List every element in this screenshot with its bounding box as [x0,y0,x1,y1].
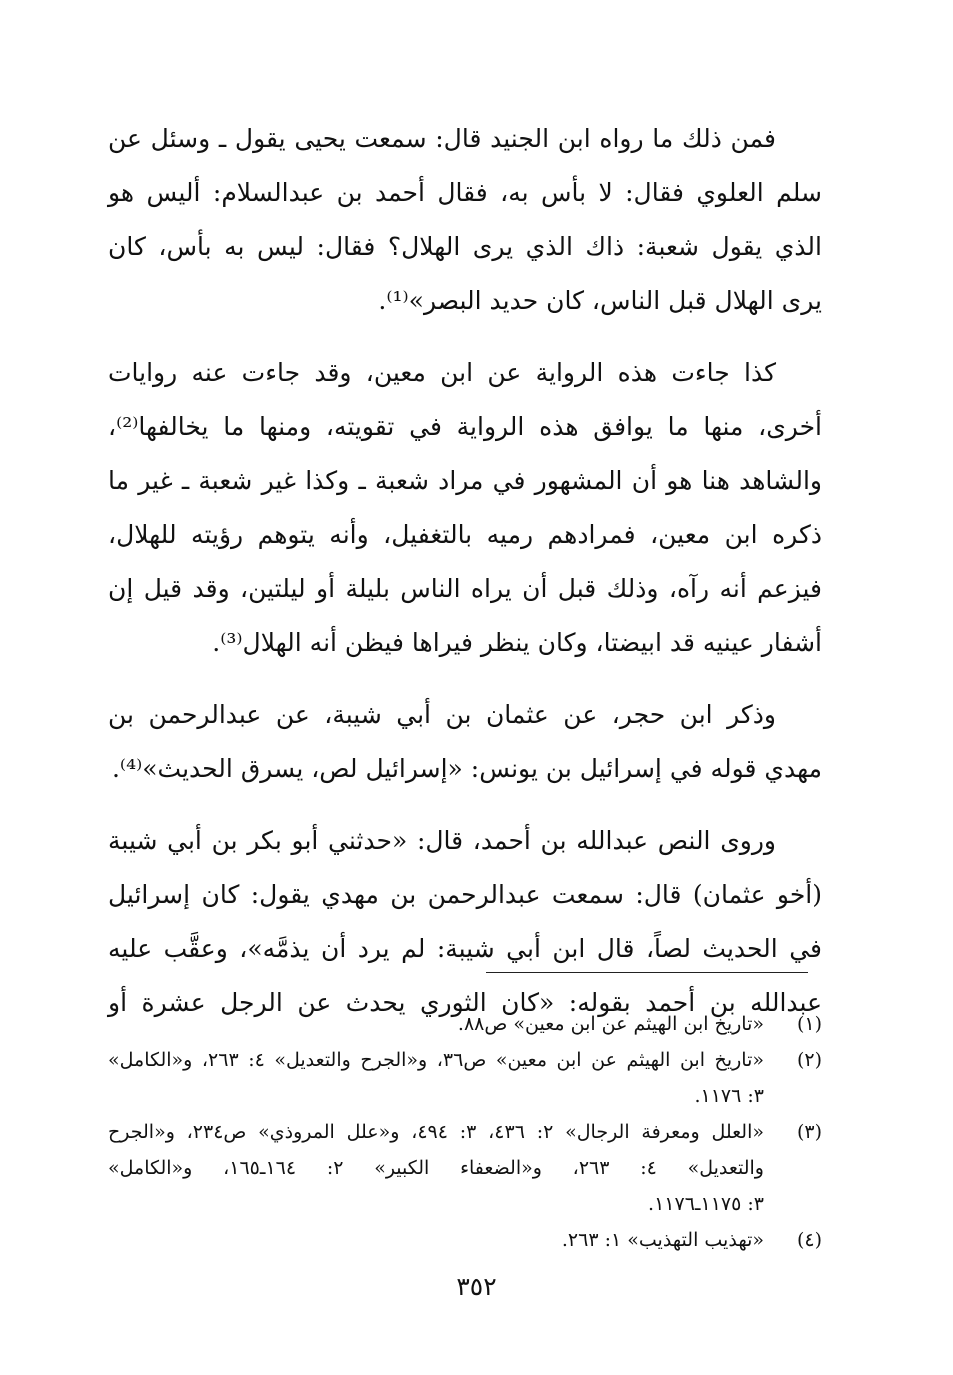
footnote [108,1006,822,1042]
footnote-line: «تاريخ ابن الهيثم عن ابن معين» ص٨٨. [457,1013,764,1035]
footnote-line: «العلل ومعرفة الرجال» ٢: ٤٣٦، ٣: ٤٩٤، و«علل المروذي» ص٢٣٤، و«الجرح [108,1121,764,1143]
text-line: مهدي قوله في إسرائيل بن يونس: «إسرائيل لص، يسرق الحديث»⁽⁴⁾. [111,754,822,783]
footnote-line: «تاريخ ابن الهيثم عن ابن معين» ص٣٦، و«الجرح والتعديل» ٤: ٢٦٣، و«الكامل» [108,1049,764,1071]
text-line: فيزعم أنه رآه، وذلك قبل أن يراه الناس بليلة أو ليلتين، وقد قيل إن [108,574,822,603]
footnote-text [108,1222,764,1258]
text-line: يرى الهلال قبل الناس، كان حديد البصر»⁽¹⁾. [378,286,822,315]
footnote-text [108,1114,764,1222]
footnote-line: ٣: ١١٧٥ـ١١٧٦. [648,1193,764,1215]
text-line: كذا جاءت هذه الرواية عن ابن معين، وقد جاءت عنه روايات [108,358,776,387]
footnotes [108,1006,822,1258]
paragraph [108,112,822,328]
paragraph [108,346,822,670]
main-text [108,112,822,1048]
text-line: الذي يقول شعبة: ذاك الذي يرى الهلال؟ فقال: ليس به بأس، كان [108,232,822,261]
text-line: فمن ذلك ما رواه ابن الجنيد قال: سمعت يحيى يقول ـ وسئل عن [108,124,776,153]
footnote-number: (٤) [796,1229,822,1251]
footnote-number: (٢) [796,1049,822,1071]
page-number: ٣٥٢ [456,1272,497,1301]
text-line: وروى النص عبدالله بن أحمد، قال: «حدثني أبو بكر بن أبي شيبة [108,826,776,855]
paragraph [108,814,822,1030]
text-line: (أخو عثمان) قال: سمعت عبدالرحمن بن مهدي يقول: كان إسرائيل [108,880,822,909]
footnote [108,1222,822,1258]
text-line: أشفار عينيه قد ابيضتا، وكان ينظر فيراها فيظن أنه الهلال⁽³⁾. [212,628,822,657]
footnote-divider [486,972,808,973]
footnote-line: ٣: ١١٧٦. [694,1085,764,1107]
text-line: والشاهد هنا هو أن المشهور في مراد شعبة ـ وكذا غير شعبة ـ غير ما [108,466,822,495]
footnote-number: (٣) [796,1121,822,1143]
text-line: ذكره ابن معين، فمرادهم رميه بالتغفيل، وأنه يتوهم رؤيته للهلال، [108,520,822,549]
footnote-text [108,1006,764,1042]
paragraph [108,688,822,796]
text-line: أخرى، منها ما يوافق هذه الرواية في تقويته، ومنها ما يخالفها⁽²⁾، [108,412,822,441]
footnote-text [108,1042,764,1114]
footnote-number: (١) [796,1013,822,1035]
footnote [108,1114,822,1222]
footnote-line: والتعديل» ٤: ٢٦٣، و«الضعفاء الكبير» ٢: ١٦٤ـ١٦٥، و«الكامل» [108,1157,764,1179]
text-line: سلم العلوي فقال: لا بأس به، فقال أحمد بن عبدالسلام: أليس هو [108,178,822,207]
text-line: عبدالله بن أحمد بقوله: «كان الثوري يحدث عن الرجل عشرة أو [108,988,822,1017]
footnote-line: «تهذيب التهذيب» ١: ٢٦٣. [561,1229,764,1251]
text-line: وذكر ابن حجر، عن عثمان بن أبي شيبة، عن عبدالرحمن بن [108,700,776,729]
footnote [108,1042,822,1114]
text-line: في الحديث لصاً، قال ابن أبي شيبة: لم يرد أن يذمَّه»، وعقَّب عليه [108,934,822,963]
